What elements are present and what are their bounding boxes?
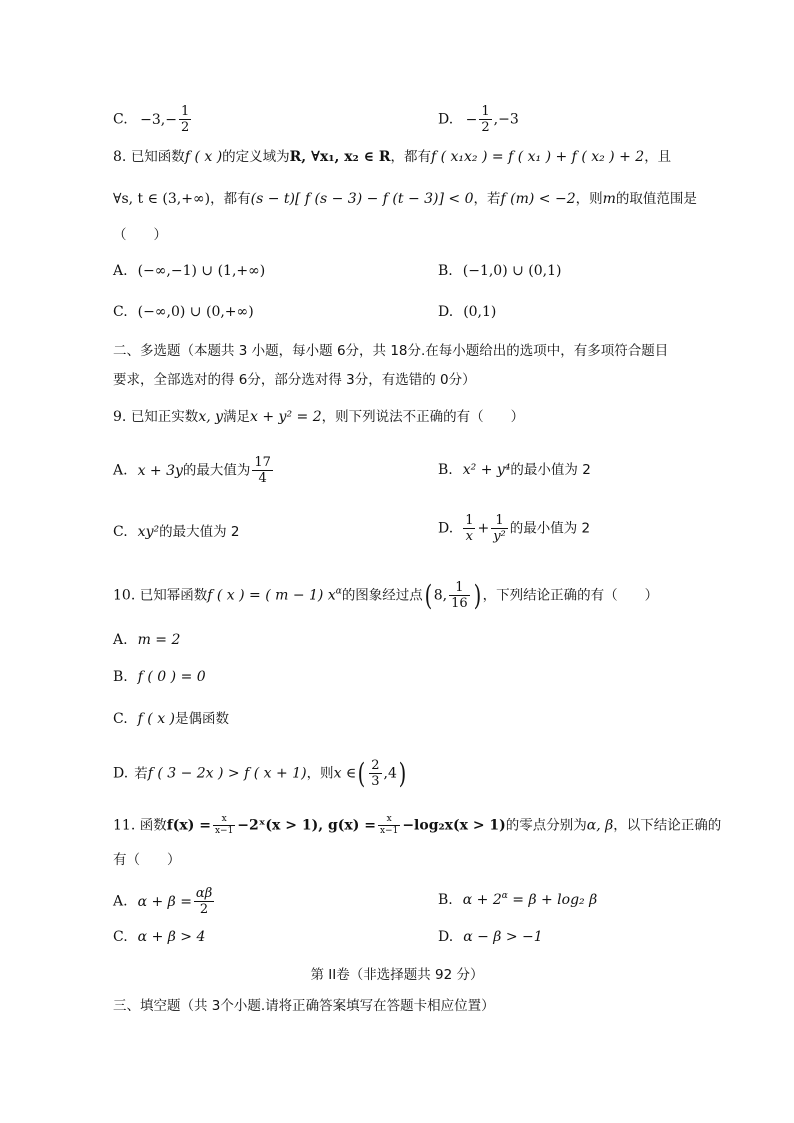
part2-title: 第 II卷（非选择题共 92 分） (310, 967, 484, 983)
q8-answer-paren: （ ） (113, 227, 167, 243)
q8-option-c: C. (−∞,0) ∪ (0,+∞) (113, 304, 254, 320)
fraction: $\frac{17}{4}$ (254, 455, 271, 486)
fraction: $\frac{1}{\text{y²}}$ (493, 513, 506, 544)
q11-option-b: B. $\alpha + 2^\alpha = \beta + \log_2$ β (438, 891, 598, 908)
option-label: D. (438, 111, 454, 128)
section3-header: 三、填空题（共 3个小题.请将正确答案填写在答题卡相应位置） (113, 998, 495, 1014)
q10-option-d: D. 若f ( 3 − 2x ) > f ( x + 1)，则x ∈( $\frac{2}{3}$ ,4) (113, 756, 407, 790)
q9-option-c: C. xy²的最大值为 2 (113, 524, 240, 540)
q9-option-d: D. $\frac{1}{x}$ + $\frac{1}{\text{y²}}$ 的最小值为 2 (438, 513, 591, 544)
q8-option-b: B. (−1,0) ∪ (0,1) (438, 263, 562, 279)
q11-stem-line1: 11. 函数f(x) = $\frac{x}{x-1}$ −2ˣ(x > 1), g(x) = $\frac{x}{x-1}$ −log₂x(x > 1)的零点分别为α, β，以下结论正确的 (113, 814, 722, 836)
q10-option-c: C. f ( x )是偶函数 (113, 711, 230, 727)
q9-option-b: B. x² + y⁴的最小值为 2 (438, 462, 591, 478)
section2-header-line1: 二、多选题（本题共 3 小题，每小题 6分，共 18分.在每小题给出的选项中，有多项符合题目 (113, 343, 669, 359)
section2-header-line2: 要求，全部选对的得 6分，部分选对得 3分，有选错的 0分） (113, 372, 476, 388)
fraction: $\frac{1}{2}$ (180, 104, 190, 135)
q11-option-d: D. α − β > −1 (438, 929, 543, 945)
q11-option-c: C. α + β > 4 (113, 929, 206, 945)
q11-stem-line2: 有（ ） (113, 852, 181, 868)
q7-option-d: D. − $\frac{1}{2}$ ,−3 (438, 104, 519, 135)
q11-option-a: A. α + β = $\frac{\alpha\beta}{2}$ (113, 886, 213, 917)
q8-stem-line2: ∀s, t ∈ (3,+∞)，都有(s − t)[ f (s − 3) − f (t − 3)] < 0，若f (m) < −2，则m的取值范围是 (113, 191, 697, 207)
fraction: $\frac{2}{3}$ (371, 758, 380, 789)
q10-option-b: B. f ( 0 ) = 0 (113, 669, 206, 685)
fraction: $\frac{x}{x-1}$ (214, 814, 234, 836)
fraction: $\frac{1}{16}$ (451, 580, 468, 611)
q8-option-d: D. (0,1) (438, 304, 497, 320)
fraction: $\frac{1}{x}$ (465, 513, 474, 544)
q7-option-c: C. −3,− $\frac{1}{2}$ (113, 104, 190, 135)
q8-option-a: A. (−∞,−1) ∪ (1,+∞) (113, 263, 266, 279)
fraction: $\frac{\alpha\beta}{2}$ (195, 886, 213, 917)
q10-option-a: A. m = 2 (113, 632, 181, 648)
option-label: C. (113, 111, 128, 128)
q10-stem: 10. 已知幂函数f ( x ) = ( m − 1) $x^\alpha$的图象经过点( 8, $\frac{1}{16}$ ) ，下列结论正确的有（ ） (113, 578, 659, 612)
fraction: $\frac{1}{2}$ (481, 104, 490, 135)
q8-stem-line1: 8. 已知函数f ( x )的定义域为R, ∀x₁, x₂ ∈ R，都有f ( x₁x₂ ) = f ( x₁ ) + f ( x₂ ) + 2，且 (113, 149, 672, 165)
q9-stem: 9. 已知正实数x, y满足x + y² = 2，则下列说法不正确的有（ ） (113, 409, 525, 425)
q9-option-a: A. x + 3y的最大值为 $\frac{17}{4}$ (113, 455, 271, 486)
fraction: $\frac{x}{x-1}$ (379, 814, 399, 836)
